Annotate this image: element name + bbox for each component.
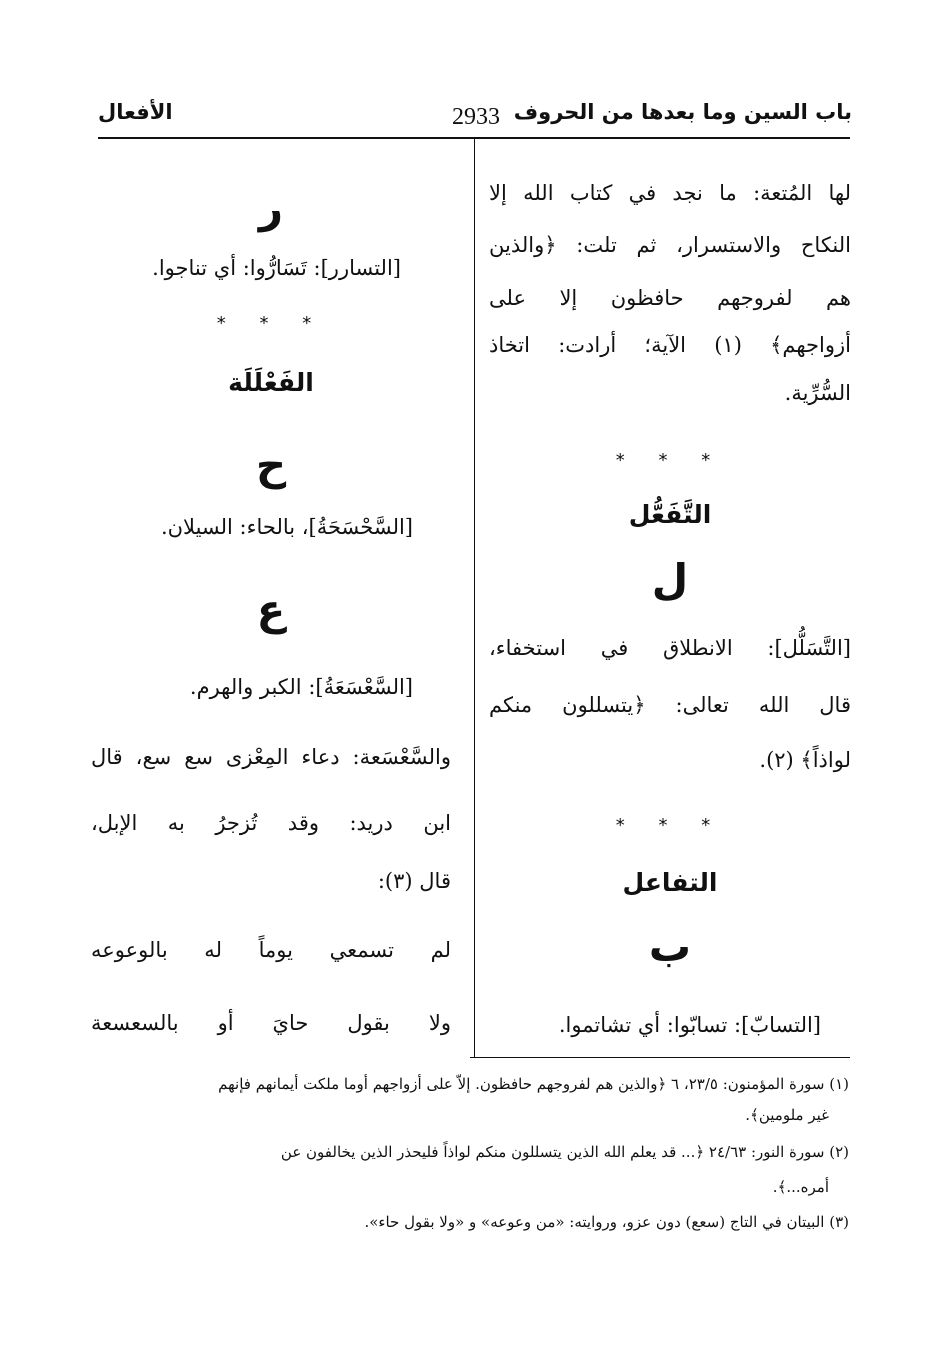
letter-heading: ب — [648, 922, 692, 971]
footnote-1-continued: غير ملومين﴾. — [745, 1106, 829, 1124]
footnote-2-continued: أمره...﴾. — [772, 1178, 829, 1196]
text-line: أزواجهم﴾ (١) الآية؛ أرادت: اتخاذ — [489, 333, 851, 357]
text-line: [التسارر]: تَسَارُّوا: أي تناجوا. — [152, 256, 401, 280]
footnote-rule — [470, 1057, 850, 1058]
text-line: والسَّعْسَعة: دعاء المِعْزى سع سع، قال — [91, 745, 451, 769]
text-line: قال (٣): — [377, 869, 451, 893]
letter-heading: ع — [256, 585, 286, 634]
text-line: [السَّعْسَعَةُ]: الكبر والهرم. — [189, 675, 413, 699]
text-line: لواذاً﴾ (٢). — [759, 748, 851, 772]
text-line: [السَّحْسَحَةُ]، بالحاء: السيلان. — [160, 515, 413, 539]
section-separator: * * * — [615, 450, 725, 471]
text-line: ابن دريد: وقد تُزجرُ به الإبل، — [91, 811, 451, 835]
verse-line: ولا بقول حايَ أو بالسعسعة — [91, 1011, 451, 1035]
section-heading: التَّفَعُّل — [628, 500, 712, 529]
section-heading: التفاعل — [622, 868, 718, 897]
section-separator: * * * — [216, 313, 326, 334]
text-line: السُّرِّية. — [784, 381, 851, 405]
letter-heading: ح — [255, 440, 287, 489]
text-line: قال الله تعالى: ﴿يتسللون منكم — [489, 693, 851, 717]
right-column — [489, 0, 851, 1060]
left-column — [91, 0, 451, 1060]
text-line: [التسابّ]: تسابّوا: أي تشاتموا. — [558, 1013, 821, 1037]
footnote-1: (١) سورة المؤمنون: ٢٣/٥، ٦ ﴿والذين هم لفروجهم حافظون. إلاّ على أزواجهم أوما ملكت أيمانهم فإنهم — [218, 1075, 849, 1093]
running-header-chapter: باب السين وما بعدها من الحروف — [513, 100, 852, 124]
verse-line: لم تسمعي يوماً له بالوعوعه — [91, 938, 451, 962]
letter-heading: ل — [651, 555, 689, 604]
footnote-2: (٢) سورة النور: ٢٤/٦٣ ﴿... قد يعلم الله الذين يتسللون منكم لواذاً فليحذر الذين يخالفون عن — [280, 1143, 849, 1161]
letter-heading: ر — [258, 183, 284, 232]
text-line: النكاح والاستسرار، ثم تلت: ﴿والذين — [489, 233, 851, 257]
text-line: لها المُتعة: ما نجد في كتاب الله إلا — [489, 181, 851, 205]
running-header-section: الأفعال — [98, 100, 173, 124]
footnote-3: (٣) البيتان في التاج (سعع) دون عزو، وروايته: «من وعوعه» و «ولا بقول حاء». — [364, 1213, 849, 1231]
section-heading: الفَعْلَلَة — [228, 368, 314, 397]
page-number: 2933 — [452, 104, 500, 130]
text-line: [التَّسَلُّل]: الانطلاق في استخفاء، — [489, 636, 851, 660]
section-separator: * * * — [615, 815, 725, 836]
column-divider — [474, 139, 475, 1057]
text-line: هم لفروجهم حافظون إلا على — [489, 286, 851, 310]
